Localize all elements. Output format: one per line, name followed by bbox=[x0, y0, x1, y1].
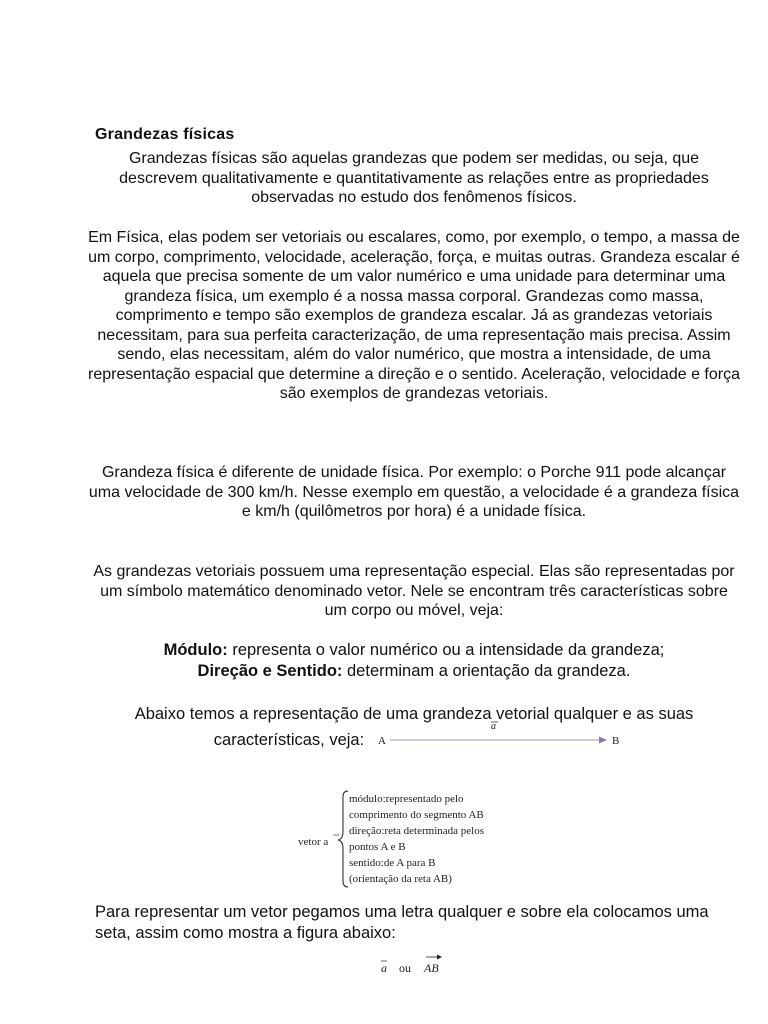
vector-end-label: B bbox=[612, 735, 620, 747]
diagram-line-1: módulo:representado pelo bbox=[349, 793, 464, 805]
paragraph-notation: Para representar um vetor pegamos uma letra qualquer e sobre ela colocamos uma seta, assim como mostra a figura abaixo: bbox=[95, 903, 709, 942]
representation-line-1: Abaixo temos a representação de uma grandeza vetorial qualquer e as suas bbox=[134, 705, 694, 723]
paragraph-unit-example: Grandeza física é diferente de unidade física. Por exemplo: o Porche 911 pode alcançar uma velocidade de 300 km/h. Nesse exemplo em questão, a velocidade é a grandeza física e km/h (quilômetros por hora) é a unidade física. bbox=[88, 464, 740, 520]
vector-ab-figure bbox=[378, 720, 628, 750]
representation-line-2: características, veja: bbox=[213, 731, 365, 749]
vector-characteristics-diagram bbox=[296, 788, 536, 888]
characteristics-list bbox=[88, 640, 740, 682]
notation-single: a bbox=[381, 961, 387, 975]
vector-label: a bbox=[491, 721, 496, 732]
diagram-line-3: direção:reta determinada pelos bbox=[349, 825, 484, 837]
paragraph-vector-intro: As grandezas vetoriais possuem uma representação especial. Elas são representadas por um símbolo matemático denominado vetor. Nele se encontram três características sobre um corpo ou móvel, veja: bbox=[93, 563, 735, 619]
notation-double: AB bbox=[424, 961, 439, 975]
direction-description: determinam a orientação da grandeza. bbox=[342, 662, 631, 680]
vector-notation-figure bbox=[376, 952, 456, 982]
notation-arrowhead bbox=[437, 955, 442, 960]
curly-brace bbox=[338, 791, 348, 887]
direction-term: Direção e Sentido: bbox=[197, 662, 343, 680]
diagram-line-6: (orientação da reta AB) bbox=[349, 873, 452, 885]
diagram-line-4: pontos A e B bbox=[349, 841, 406, 853]
modulo-description: representa o valor numérico ou a intensidade da grandeza; bbox=[227, 641, 665, 659]
diagram-line-5: sentido:de A para B bbox=[349, 857, 436, 869]
modulo-term: Módulo: bbox=[163, 641, 228, 659]
page-title: Grandezas físicas bbox=[95, 126, 235, 143]
vector-diagram-label: vetor a bbox=[298, 836, 329, 848]
paragraph-vector-scalar: Em Física, elas podem ser vetoriais ou escalares, como, por exemplo, o tempo, a massa de um corpo, comprimento, velocidade, aceleração, força, e muitas outras. Grandeza escalar é aquela que precisa somente de um valor numérico e uma unidade para determinar uma grandeza física, um exemplo é a nossa massa corporal. Grandezas como massa, comprimento e tempo são exemplos de grandeza escalar. Já as grandezas vetoriais necessitam, para sua perfeita caracterização, de uma representação mais precisa. Assim sendo, elas necessitam, além do valor numérico, que mostra a intensidade, de uma representação espacial que determine a direção e o sentido. Aceleração, velocidade e força são exemplos de grandezas vetoriais. bbox=[88, 229, 740, 402]
diagram-line-2: comprimento do segmento AB bbox=[349, 809, 484, 821]
notation-or: ou bbox=[399, 961, 411, 975]
vector-arrowhead bbox=[599, 737, 607, 744]
vector-start-label: A bbox=[378, 735, 386, 747]
paragraph-definition: Grandezas físicas são aquelas grandezas que podem ser medidas, ou seja, que descrevem qualitativamente e quantitativamente as relações entre as propriedades observadas no estudo dos fenômenos físicos. bbox=[119, 150, 709, 206]
